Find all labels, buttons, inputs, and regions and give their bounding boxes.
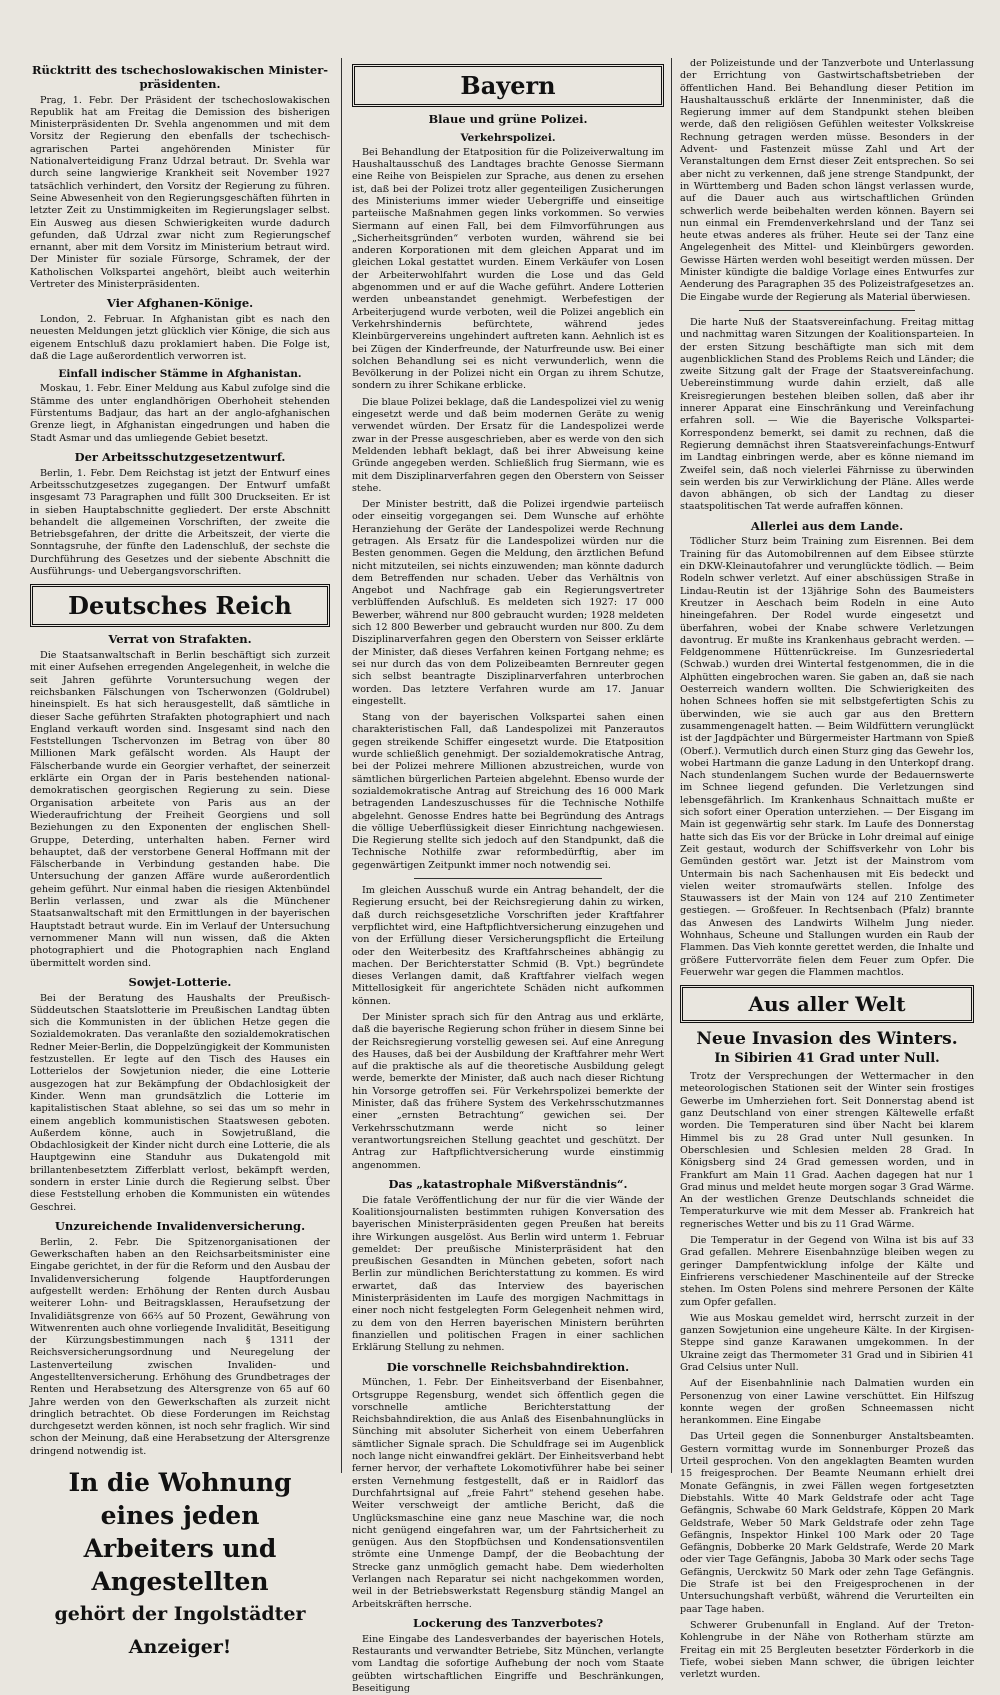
article-text: Bei Behandlung der Etatposition für die Polizeiverwaltung im Haushaltausschuß des Landtages brachte Genosse Siermann eine Reihe von Beispielen zur Sprache, aus denen zu ersehen ist, daß bei der Polizei trotz aller gegenteiligen Zusicherungen des Ministeriums immer wieder Uebergriffe und einseitige parteiische Maßnahmen gegen links vorkommen. So verwies Siermann auf einen Fall, bei dem Filmvorführungen aus „Sicherheitsgründen“ verboten wurden, während sie bei anderen Korporationen mit dem gleichen Apparat und im gleichen Lokal gestattet wurden. Einem Verkäufer von Losen der Arbeiterwohlfahrt wurden die Lose und das Geld abgenommen und er auf die Wache geführt. Andere Lotterien werden unbeanstandet genehmigt. Werbefestigen der Arbeiterjugend wurde verboten, weil die Polizei angeblich ein Verkehrshindernis befürchtete, während jedes Kleinbürgervereins ungehindert auftreten kann. Aehnlich ist es bei Zügen der Kinderfreunde, der Naturfreunde usw. Bei einer solchen Behandlung sei es nicht verwunderlich, wenn die Bevölkerung in der Polizei nicht ein Organ zu ihrem Schutze, sondern zu ihrer Schikane erblicke. (352, 146, 664, 392)
article-text: der Polizeistunde und der Tanzverbote und Unterlassung der Errichtung von Gastwirtschaftsbetrieben der öffentlichen Hand. Bei Behandlung dieser Petition im Haushaltausschuß erklärte der Innenminister, daß die Regierung immer auf dem Standpunkt stehen bleiben werde, daß den religiösen Gefühlen weitester Volkskreise Rechnung getragen werden müsse. Besonders in der Advent- und Fastenzeit müsse Zahl und Art der Veranstaltungen dem Ernst dieser Zeit entsprechen. So sei aber nicht zu verkennen, daß jene strenge Standpunkt, der in Württemberg und Baden schon längst verlassen wurde, auf die Dauer auch aus wirtschaftlichen Gründen schwerlich werde beibehalten werden können. Bayern sei nun einmal ein Fremdenverkehrsland und der Tanz sei heute etwas anderes als früher. Heute sei der Tanz eine Angelegenheit des Mittel- und Kleinbürgers geworden. Gewisse Härten werden wohl beseitigt werden müssen. Der Minister kündigte die baldige Vorlage eines Entwurfes zur Aenderung des Paragraphen 35 des Polizeistrafgesetzes an. Die Eingabe wurde der Regierung als Material überwiesen. (680, 58, 974, 303)
article-text: München, 1. Febr. Der Einheitsverband der Eisenbahner, Ortsgruppe Regensburg, wendet sich öffentlich gegen die vorschnelle amtliche Berichterstattung der Reichsbahndirektion, die aus Anlaß des Eisenbahnunglücks in Sünching mit absoluter Sicherheit von einem Ueberfahren sämtlicher Signale sprach. Die Schuldfrage sei im Augenblick noch lange nicht einwandfrei geklärt. Der Einheitsverband hebt ferner hervor, der verhaftete Lokomotivführer habe bei seiner ersten Vernehmung festgestellt, daß er in Raidlorf das Durchfahrtsignal auf „freie Fahrt“ stehend gesehen habe. Weiter verschweigt der amtliche Bericht, daß die Unglücksmaschine eine ganz neue Maschine war, die noch nicht genügend eingefahren war, um der Fahrtsicherheit zu genügen. Aus den Stopfbüchsen und Kondensationsventilen strömte eine Unmenge Dampf, der die Beobachtung der Strecke ganz unmöglich gemacht habe. Dem wiederholten Verlangen nach Reparatur sei nicht nachgekommen worden, weil in der Betriebswerkstatt Regensburg ständig Mangel an Arbeitskräften herrsche. (352, 1377, 664, 1610)
article-text: Prag, 1. Febr. Der Präsident der tschechoslowakischen Republik hat am Freitag die Demission des bisherigen Ministerpräsidenten Dr. Svehla angenommen und mit dem Vorsitz der Regierung den ebenfalls der tschechisch-agrarischen Partei angehörenden Minister für Nationalverteidigung Franz Udrzal betraut. Dr. Svehla war durch seine langwierige Krankheit seit November 1927 tatsächlich verhindert, den Vorsitz der Regierung zu führen. Seine Abwesenheit von den Regierungsgeschäften führten in letzter Zeit zu Unstimmigkeiten im Regierungslager selbst. Ein Ausweg aus diesen Schwierigkeiten wurde dadurch gefunden, daß Udrzal zwar nicht zum Regierungschef ernannt, aber mit dem Vorsitz im Ministerium betraut wird. Der Minister für soziale Fürsorge, Schramek, der der Katholischen Volkspartei angehört, bleibt auch weiterhin Vertreter des Ministerpräsidenten. (30, 94, 330, 291)
article-text: Der Minister sprach sich für den Antrag aus und erklärte, daß die bayerische Regierung schon früher in diesem Sinne bei der Reichsregierung vorstellig gewesen sei. Auf eine Anregung des Hauses, daß bei der Ausbildung der Kraftfahrer mehr Wert auf die praktische als auf die theoretische Ausbildung gelegt werde, bemerkte der Minister, daß auch nach dieser Richtung hin Vorsorge getroffen sei. Für Verkehrspolizei bemerkte der Minister, daß das frühere System des Verkehrsschutzmannes einer „ernsten Betrachtung“ gewichen sei. Der Verkehrsschutzmann werde nicht so leiner verantwortungsreichen Stellung geachtet und geschützt. Der Antrag zur Haftpflichtversicherung wurde einstimmig angenommen. (352, 1011, 664, 1171)
article-text: London, 2. Februar. In Afghanistan gibt es nach den neuesten Meldungen jetzt glücklich vier Könige, die sich aus eigenem Entschluß dazu proklamiert haben. Die Folge ist, daß die Lage außerordentlich verworren ist. (30, 314, 330, 363)
subheadline: In Sibirien 41 Grad unter Null. (714, 1051, 940, 1067)
headline: Rücktritt des tschechoslowakischen Minister-präsidenten. (31, 63, 329, 91)
article-text: Tödlicher Sturz beim Training zum Eisrennen. Bei dem Training für das Automobilrennen auf dem Eibsee stürzte ein DKW-Kleinautofahrer und verunglückte tödlich. — Beim Rodeln schwer verletzt. Auf einer abschüssigen Straße in Lindau-Reutin ist der 13jährige Sohn des Baumeisters Kreutzer in Aeschach beim Rodeln in eine Auto hineingefahren. Der Rodel wurde eingesetzt und überfahren, wobei der Knabe schwere Verletzungen davontrug. Er mußte ins Krankenhaus gebracht werden. — Feldgenommene Hüttenrückreise. Im Gunzesriedertal (Schwab.) wurden drei Wintertal festgenommen, die in die Alphütten eingebrochen waren. Sie gaben an, daß sie nach Oesterreich wandern wollten. Die Schwierigkeiten des hohen Schnees hoffen sie mit selbstgefertigten Schis zu überwinden, wie sie auch gar aus den Brettern zusammengenagelt hatten. — Beim Wildfüttern verunglückt ist der Jagdpächter und Bürgermeister Hartmann von Spieß (Oberf.). Vermutlich durch einen Sturz ging das Gewehr los, wobei Hartmann die ganze Ladung in den Unterkopf drang. Nach stundenlangem Suchen wurde der Bedauernswerte im Schnee liegend gefunden. Die Verletzungen sind lebensgefährlich. Im Krankenhaus Schnaittach mußte er sich sofort einer Operation unterziehen. — Der Eisgang im Main ist gegenwärtig sehr stark. Im Laufe des Donnerstag hatte sich das Eis vor der Brücke in Lohr dreimal auf einige Zeit gestaut, wodurch der Schiffsverkehr von Lohr bis Gemünden gestört war. Jetzt ist der Mainstrom vom Untermain bis nach Sachenhausen mit Eis bedeckt und vielen weiter stromaufwärts stellen. Infolge des Stauwassers ist der Main von 124 auf 210 Zentimeter gestiegen. — Großfeuer. In Rechtsenbach (Pfalz) brannte das Anwesen des Landwirts Wilhelm Jung nieder. Wohnhaus, Scheune und Stallungen wurden ein Raub der Flammen. Das Vieh konnte gerettet werden, die Inhalte und größere Futtervorräte fielen dem Feuer zum Opfer. Die Feuerwehr war gegen die Flammen machtlos. (680, 536, 974, 978)
article-text: Schwerer Grubenunfall in England. Auf der Treton-Kohlengrube in der Nähe von Rotherham stürzte am Freitag ein mit 25 Bergleuten besetzter Förderkorb in die Tiefe, wobei sieben Mann schwer, die übrigen leichter verletzt wurden. (680, 1619, 974, 1681)
separator (414, 878, 601, 879)
article-text: Die harte Nuß der Staatsvereinfachung. Freitag mittag und nachmittag waren Sitzungen der Koalitionsparteien. In der ersten Sitzung beschäftigte man sich mit dem augenblicklichen Stand des Problems Reich und Länder; die zweite Sitzung galt der Frage der Staatsvereinfachung. Uebereinstimmung wurde dahin erzielt, daß alle Kreisregierungen bestehen bleiben sollen, daß aber ihr innerer Apparat eine Einschränkung und Vereinfachung erfahren soll. — Wie die Bayerische Volkspartei-Korrespondenz bemerkt, sei damit zu rechnen, daß die Regierung demnächst ihren Staatsvereinfachungs-Entwurf im Landtag einbringen werde, aber es könne niemand im Zweifel sein, daß noch vielerlei Fährnisse zu überwinden sein werden bis zur Verwirklichung der Pläne. Alles werde davon abhängen, ob sich der Landtag zu dieser staatspolitischen Tat werde aufraffen können. (680, 316, 975, 513)
article-text: Der Minister bestritt, daß die Polizei irgendwie parteiisch oder einseitig vorgegangen sei. Dem Wunsche auf erhöhte Heranziehung der Geräte der Landespolizei werde Rechnung getragen. Als Ersatz für die Landespolizei würden nur die Besten genommen. Gegen die Meldung, den ärztlichen Befund nicht mitzuteilen, sei nichts einzuwenden; man könnte dadurch dem Betreffenden nur schaden. Ueber das Verhältnis von Angebot und Nachfrage gab ein Regierungsvertreter verblüffenden Aufschluß. Es meldeten sich 1927: 17 000 Bewerber, während nur 800 gebraucht wurden; 1928 meldeten sich 12 800 Bewerber und gebraucht wurden nur 800. Zu dem Disziplinarverfahren gegen den Oberstern von Seisser erklärte der Minister, daß dieses Verfahren keinen Fortgang nehme; es sei nur durch das von dem Polizeibeamten Bernreuter gegen sich selbst beantragte Disziplinarverfahren unterbrochen worden. Das letztere Verfahren wurde am 17. Januar eingestellt. (352, 499, 664, 707)
ad-line: gehört der Ingolstädter Anzeiger! (54, 1603, 306, 1659)
column-middle (352, 58, 664, 1694)
article-text: Die Temperatur in der Gegend von Wilna ist bis auf 33 Grad gefallen. Mehrere Eisenbahnzüge bleiben wegen zu geringer Dampfentwicklung infolge der Kälte und Einfrierens verschiedener Maschinenteile auf der Strecke stehen. Im Osten Polens sind mehrere Personen der Kälte zum Opfer gefallen. (680, 1235, 974, 1308)
section-box-deutsches-reich: Deutsches Reich (30, 584, 330, 627)
headline: Sowjet-Lotterie. (128, 974, 232, 989)
ad-line: In die Wohnung eines jeden (68, 1468, 292, 1531)
article-text: Moskau, 1. Febr. Einer Meldung aus Kabul zufolge sind die Stämme des unter englandhörigen Oberhoheit stehenden Fürstentums Badjaur, das hart an der anglo-afghanischen Grenze liegt, in Afghanistan eingedrungen und haben die Stadt Asmar und das umliegende Gebiet besetzt. (30, 383, 330, 444)
article-text: Berlin, 1. Febr. Dem Reichstag ist jetzt der Entwurf eines Arbeitsschutzgesetzes zugegangen. Der Entwurf umfaßt insgesamt 73 Paragraphen und füllt 300 Druckseiten. Er ist in sieben Hauptabschnitte gegliedert. Der erste Abschnitt behandelt die allgemeinen Vorschriften, der zweite die Betriebsgefahren, der dritte die Arbeitszeit, der vierte die Sonntagsruhe, der fünfte den Ladenschluß, der sechste die Durchführung des Gesetzes und der siebente Abschnitt die Ausführungs- und Uebergangsvorschriften. (30, 467, 330, 577)
subheadline: Verkehrspolizei. (460, 131, 556, 144)
article-text: Stang von der bayerischen Volkspartei sahen einen charakteristischen Fall, daß Landespolizei mit Panzerautos gegen streikende Schiffer eingesetzt wurde. Die Etatposition wurde schließlich genehmigt. Der sozialdemokratische Antrag, bei der Polizei mehrere Millionen abzustreichen, wurde von sämtlichen bürgerlichen Parteien abgelehnt. Ebenso wurde der sozialdemokratische Antrag auf Streichung des 16 000 Mark betragenden Landeszuschusses für die Technische Nothilfe abgelehnt. Genosse Endres hatte bei Begründung des Antrags die völlige Ueberflüssigkeit dieser Einrichtung nachgewiesen. Die Regierung stellte sich jedoch auf den Standpunkt, daß die Technische Nothilfe zwar reformbedürftig, aber im gegenwärtigen Zeitpunkt immer noch notwendig sei. (352, 712, 664, 871)
article-text: Die fatale Veröffentlichung der nur für die vier Wände der Koalitionsjournalisten bestimmten ruhigen Konversation des bayerischen Ministerpräsidenten gegen Preußen hat bereits ihre Wirkungen ausgelöst. Aus Berlin wird unterm 1. Februar gemeldet: Der preußische Ministerpräsident hat den preußischen Gesandten in München gebeten, sofort nach Berlin zur mündlichen Berichterstattung zu kommen. Es wird erwartet, daß das Interview des bayerischen Ministerpräsidenten im Laufe des morgigen Nachmittags in einer noch nicht festgelegten Form Gelegenheit nehmen wird, zu dem von den Herren bayerischen Ministern berührten finanziellen und politischen Fragen in einer sachlichen Erklärung Stellung zu nehmen. (352, 1194, 664, 1354)
column-divider (341, 58, 342, 1473)
section-box-bayern: Bayern (352, 64, 664, 107)
article-text: Wie aus Moskau gemeldet wird, herrscht zurzeit in der ganzen Sowjetunion eine ungeheure Kälte. In der Kirgisen-Steppe sind ganze Karawanen umgekommen. In der Ukraine zeigt das Thermometer 31 Grad und in Sibirien 41 Grad Celsius unter Null. (680, 1312, 974, 1373)
headline: Unzureichende Invalidenversicherung. (54, 1218, 306, 1233)
headline: Blaue und grüne Polizei. (428, 112, 588, 126)
article-text: Auf der Eisenbahnlinie nach Dalmatien wurden ein Personenzug von einer Lawine verschüttet. Ein Hilfszug konnte wegen der großen Schneemassen nicht herankommen. Eine Eingabe (680, 1378, 974, 1427)
column-right (680, 58, 975, 1681)
article-text: Im gleichen Ausschuß wurde ein Antrag behandelt, der die Regierung ersucht, bei der Reichsregierung dahin zu wirken, daß durch reichsgesetzliche Vorschriften jeder Kraftfahrer verpflichtet wird, eine Haftpflichtversicherung einzugehen und von der Erfüllung dieser Versicherungspflicht die Erteilung oder den Weiterbesitz des Kraftfahrscheines abhängig zu machen. Der Berichterstatter Schmid (B. Vpt.) begründete dieses Verlangen damit, daß Kraftfahrer vielfach wegen Mittellosigkeit für angerichtete Schäden nicht aufkommen können. (352, 885, 664, 1007)
headline: Vier Afghanen-Könige. (106, 296, 254, 311)
headline: Das „katastrophale Mißverständnis“. (388, 1176, 628, 1191)
headline: Allerlei aus dem Lande. (750, 518, 904, 533)
article-text: Trotz der Versprechungen der Wettermacher in den meteorologischen Stationen seit der Winter sein frostiges Gewerbe im Umherziehen fort. Seit Donnerstag abend ist ganz Deutschland von einer strengen Kältewelle erfaßt worden. Die Temperaturen sind über Nacht bei klarem Himmel bis zu 28 Grad unter Null gesunken. In Oberschlesien und Schlesien melden 28 Grad. In Königsberg sind 24 Grad gemessen worden, und in Frankfurt am Main 11 Grad. Aachen dagegen hat nur 1 Grad minus und meldet heute morgen sogar 3 Grad Wärme. An der westlichen Grenze Deutschlands schneidet die Temperaturkurve wie mit dem Messer ab. Frankreich hat regnerisches Wetter und bis zu 11 Grad Wärme. (680, 1071, 974, 1230)
headline: Verrat von Strafakten. (108, 632, 252, 647)
article-text: Eine Eingabe des Landesverbandes der bayerischen Hotels, Restaurants und verwandter Betriebe, Sitz München, verlangte vom Landtag die sofortige Aufhebung der noch vom Staate geübten wirtschaftlichen Eingriffe und Beschränkungen, Beseitigung (352, 1633, 664, 1694)
article-text: Die blaue Polizei beklage, daß die Landespolizei viel zu wenig eingesetzt werde und daß beim modernen Geräte zu wenig verwendet würden. Der Ersatz für die Landespolizei werde zwar in der Presse ausgeschrieben, aber es werde von den sich Meldenden lebhaft beklagt, daß bei ihrer Abweisung keine Gründe angegeben werden. Schließlich frug Siermann, wie es mit dem Disziplinarverfahren gegen den Oberstern von Seisser stehe. (352, 396, 664, 494)
advertisement (30, 1466, 330, 1664)
article-text: Bei der Beratung des Haushalts der Preußisch-Süddeutschen Staatslotterie im Preußischen Landtag übten sich die Kommunisten in der üblichen Hetze gegen die Sozialdemokraten. Das veranlaßte den sozialdemokratischen Redner Meier-Berlin, die Doppelzüngigkeit der Kommunisten festzustellen. Er legte auf den Tisch des Hauses ein Lotterielos der Sowjetunion nieder, die eine Lotterie ausgezogen hat zur Bekämpfung der Obdachlosigkeit der Kinder. Wenn man grundsätzlich die Lotterie im kapitalistischen Staat ablehne, so sei das um so mehr in einem angeblich kommunistischen Staatswesen geboten. Außerdem könne, auch in Sowjetrußland, die Obdachlosigkeit der Kinder nicht durch eine Lotterie, die als Hauptgewinn eine Standuhr aus Dukatengold mit brillantenbesetztem Zifferblatt verlost, bekämpft werden, sondern in erster Linie durch die Regierung selbst. Über diese Feststellung erhoben die Kommunisten ein wütendes Geschrei. (30, 992, 330, 1213)
ad-line: Arbeiters und Angestellten (83, 1534, 277, 1597)
article-text: Das Urteil gegen die Sonnenburger Anstaltsbeamten. Gestern vormittag wurde im Sonnenburger Prozeß das Urteil gesprochen. Von den angeklagten Beamten wurden 15 freigesprochen. Der Beamte Neumann erhielt drei Monate Gefängnis, in zwei Fällen wegen fortgesetzten Diebstahls. Witte 40 Mark Geldstrafe oder acht Tage Gefängnis, Schwabe 60 Mark Geldstrafe, Köppen 20 Mark Geldstrafe, Weber 50 Mark Geldstrafe oder zehn Tage Gefängnis, Inspektor Hinkel 100 Mark oder 20 Tage Gefängnis, Dobberke 20 Mark Geldstrafe, Werde 20 Mark oder vier Tage Gefängnis, Jaboba 30 Mark oder sechs Tage Gefängnis, Uerckwitz 50 Mark oder zehn Tage Gefängnis. Die Strafe ist bei den Freigesprochenen in der Untersuchungshaft verbüßt, während die Verurteilten ein paar Tage haben. (680, 1431, 974, 1615)
headline: Lockerung des Tanzverbotes? (412, 1615, 604, 1630)
article-text: Die Staatsanwaltschaft in Berlin beschäftigt sich zurzeit mit einer Aufsehen erregenden Angelegenheit, in welche die seit Jahren geführte Voruntersuchung wegen der reichsbanken Fälschungen von Tscherwonzen (Goldrubel) hineinspielt. Es hat sich herausgestellt, daß sämtliche in dieser Sache geführten Strafakten photographiert und nach England verkauft worden sind. Insgesamt sind nach den Feststellungen Tschervonzen im Betrag von über 80 Millionen Mark gefälscht worden. Als Haupt der Fälscherbande wurde ein Georgier verhaftet, der seinerzeit erklärte ein Organ der in Paris bestehenden national-demokratischen georgischen Regierung zu sein. Diese Organisation arbeitete von Paris aus an der Wiederaufrichtung der Freiheit Georgiens und soll Beziehungen zu den Exponenten der englischen Shell-Gruppe, Deterding, unterhalten haben. Ferner wird behauptet, daß der verstorbene General Hoffmann mit der Fälscherbande in Verbindung gestanden habe. Die Untersuchung der ganzen Affäre wurde außerordentlich geheim geführt. Nur einmal haben die riesigen Aktenbündel Berlin verlassen, und zwar als die Münchener Staatsanwaltschaft mit den Ermittlungen in der bayerischen Hauptstadt betraut wurde. Ein im Verlauf der Untersuchung vernommener Mann will nun wissen, daß die Akten photographiert und die Photographien nach England übermittelt worden sind. (30, 650, 330, 969)
column-left (30, 58, 330, 1659)
article-text: Berlin, 2. Febr. Die Spitzenorganisationen der Gewerkschaften haben an den Reichsarbeitsminister eine Eingabe gerichtet, in der für die Reform und den Ausbau der Invalidenversicherung folgende Hauptforderungen aufgestellt werden: Erhöhung der Renten durch Ausbau weiterer Lohn- und Beitragsklassen, Heraufsetzung der Invalidiätsgrenze von 66⅔ auf 50 Prozent, Gewährung von Witwenrenten auch ohne vorliegende Invalidität, Beseitigung der Kürzungsbestimmungen nach § 1311 der Reichsversicherungsordnung und Neuregelung der Lastenverteilung zwischen Invaliden- und Angestelltenversicherung. Erhöhung des Grundbetrages der Renten und Herabsetzung des Altersgrenze von 65 auf 60 Jahre werden von den Gewerkschaften als zurzeit nicht dringlich betrachtet. Ob diese Forderungen im Reichstag durchgesetzt werden können, ist noch sehr fraglich. Wir sind schon der Meinung, daß eine Herabsetzung der Altersgrenze dringend notwendig ist. (30, 1236, 330, 1457)
separator (739, 310, 915, 311)
column-divider (671, 58, 672, 1473)
headline: Der Arbeitsschutzgesetzentwurf. (74, 449, 286, 464)
section-box-aus-aller-welt: Aus aller Welt (680, 985, 974, 1023)
headline: Neue Invasion des Winters. (696, 1029, 958, 1050)
headline: Die vorschnelle Reichsbahndirektion. (386, 1359, 630, 1374)
subheadline: Einfall indischer Stämme in Afghanistan. (58, 368, 302, 381)
